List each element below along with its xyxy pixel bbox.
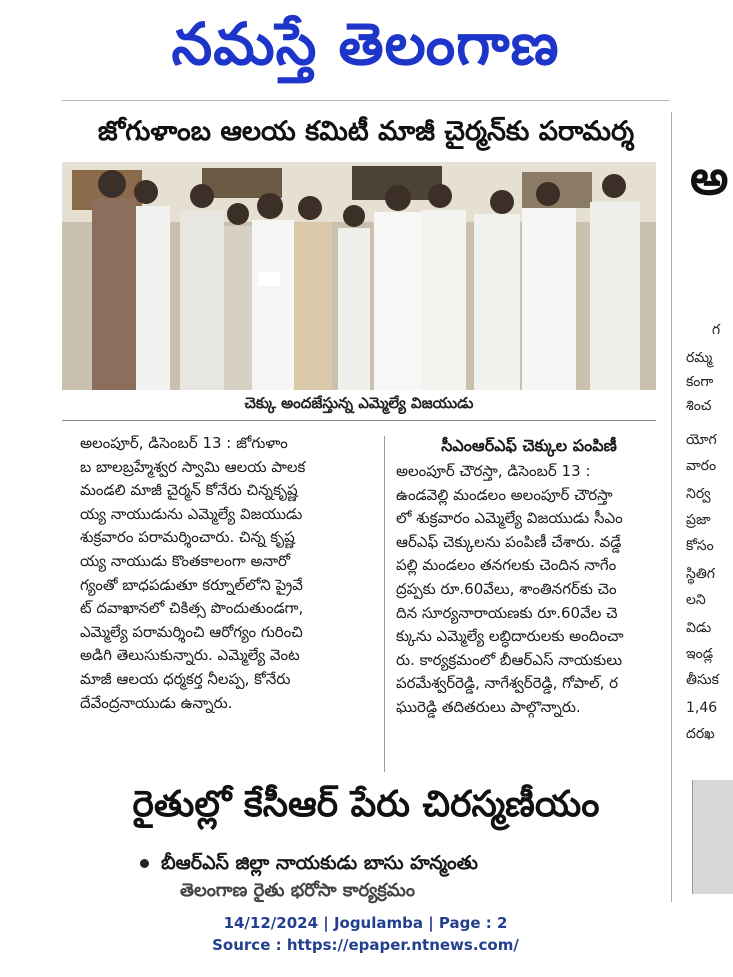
footer <box>0 912 731 956</box>
body-line: రు. కార్యక్రమంలో బీఆర్ఎస్ నాయకులు <box>396 650 623 669</box>
adjacent-text-fragment: దరఖ <box>686 726 715 742</box>
body-line: ఘురెడ్డి తదితరులు పాల్గొన్నారు. <box>396 697 581 716</box>
body-line: ఎమ్మెల్యే పరామర్శించి ఆరోగ్యం గురించి <box>80 622 303 641</box>
body-line: అడిగి తెలుసుకున్నారు. ఎమ్మెల్యే వెంట <box>80 646 300 665</box>
adjacent-text-fragment: వారం <box>686 458 717 474</box>
adjacent-text-fragment: 1,46 <box>686 700 718 716</box>
article-headline: జోగుళాంబ ఆలయ కమిటీ మాజీ చైర్మన్‌కు పరామర్శ <box>97 116 635 147</box>
adjacent-text-fragment: విడు <box>686 620 712 636</box>
body-line: దిన సూర్యనారాయణకు రూ.60వేల చె <box>396 603 618 622</box>
adjacent-headline-glyph: అ <box>690 150 729 206</box>
body-line: అలంపూర్ చౌరస్తా, డిసెంబర్ 13 : <box>396 462 591 480</box>
body-line: లో శుక్రవారం ఎమ్మెల్యే విజయుడు సీఎం <box>396 509 623 528</box>
news-photo-illustration <box>62 162 656 390</box>
body-line: య్య నాయుడును ఎమ్మెల్యే విజయుడు <box>80 504 303 523</box>
article-body-left <box>80 432 372 715</box>
adjacent-text-fragment: ఇండ్ల <box>686 646 714 662</box>
bullet-icon <box>140 859 149 868</box>
adjacent-text-fragment: కోసం <box>686 538 714 554</box>
footer-date-line: 14/12/2024 | Jogulamba | Page : 2 <box>223 914 508 932</box>
adjacent-text-fragment: శించ <box>686 398 712 414</box>
body-line: మండలి మాజీ చైర్మన్ కోనేరు చిన్నకృష్ణ <box>80 481 298 500</box>
adjacent-text-fragment: రమ్మ <box>686 350 713 366</box>
adjacent-text-fragment: తీసుక <box>686 672 719 688</box>
bullet-point <box>140 852 660 879</box>
body-line: య్య నాయుడు కొంతకాలంగా అనారో <box>80 551 291 570</box>
cut-off-line <box>180 880 540 901</box>
adjacent-article-strip <box>671 112 732 902</box>
masthead <box>0 0 731 88</box>
footer-source-line: Source : https://epaper.ntnews.com/ <box>212 936 519 954</box>
adjacent-text-fragment: కంగా <box>686 374 714 390</box>
adjacent-text-fragment: లని <box>686 592 706 608</box>
adjacent-text-fragment: ప్రజా <box>686 512 711 528</box>
photo-caption-bar <box>62 390 656 421</box>
news-photo <box>62 162 656 390</box>
column-divider <box>384 436 385 772</box>
article-body-right <box>396 460 662 720</box>
cut-off-text: తెలంగాణ రైతు భరోసా కార్యక్రమం <box>180 880 415 901</box>
body-line: పల్లి మండలం తనగలకు చెందిన నాగేం <box>396 556 617 575</box>
adjacent-text-fragment: యోగ <box>686 432 717 448</box>
body-line: దేవేంద్రనాయుడు ఉన్నారు. <box>80 693 233 712</box>
body-line: ఉండవెల్లి మండలం అలంపూర్ చౌరస్తా <box>396 485 613 504</box>
body-line: ద్రప్పకు రూ.60వేలు, శాంతినగర్‌కు చెం <box>396 579 617 598</box>
body-line: మాజీ ఆలయ ధర్మకర్త నీలప్ప, కోనేరు <box>80 669 291 688</box>
adjacent-photo <box>692 780 733 894</box>
body-line: గ్యంతో బాధపడుతూ కర్నూల్‌లోని ప్రైవే <box>80 575 303 594</box>
adjacent-text-fragment: నిర్వ <box>686 486 711 502</box>
bullet-text: బీఆర్ఎస్ జిల్లా నాయకుడు బాసు హన్మంతు <box>161 852 478 874</box>
masthead-title: నమస్తే తెలంగాణ <box>171 10 560 78</box>
second-headline: రైతుల్లో కేసీఆర్ పేరు చిరస్మణీయం <box>132 784 600 825</box>
adjacent-text-fragment: గ <box>712 322 721 338</box>
body-line: ట్ దవాఖానలో చికిత్స పొందుతుండగా, <box>80 599 304 618</box>
top-rule <box>62 100 670 101</box>
photo-caption: చెక్కు అందజేస్తున్న ఎమ్మెల్యే విజయుడు <box>244 394 474 412</box>
body-line: బ బాలబ్రహ్మేశ్వర స్వామి ఆలయ పాలక <box>80 457 306 476</box>
body-line: అలంపూర్, డిసెంబర్ 13 : జోగుళాం <box>80 434 288 452</box>
body-line: క్కును ఎమ్మెల్యే లబ్ధిదారులకు అందించా <box>396 627 624 646</box>
body-line: పరమేశ్వర్‌రెడ్డి, నాగేశ్వర్‌రెడ్డి, గోపాల్, ర <box>396 674 619 693</box>
article-subhead: సీఎంఆర్ఎఫ్ చెక్కుల పంపిణీ <box>441 436 617 455</box>
body-line: ఆర్ఎఫ్ చెక్కులను పంపిణీ చేశారు. వడ్డే <box>396 532 622 551</box>
adjacent-text-fragment: స్థితిగ <box>686 566 715 582</box>
body-line: శుక్రవారం పరామర్శించారు. చిన్న కృష్ణ <box>80 528 295 547</box>
